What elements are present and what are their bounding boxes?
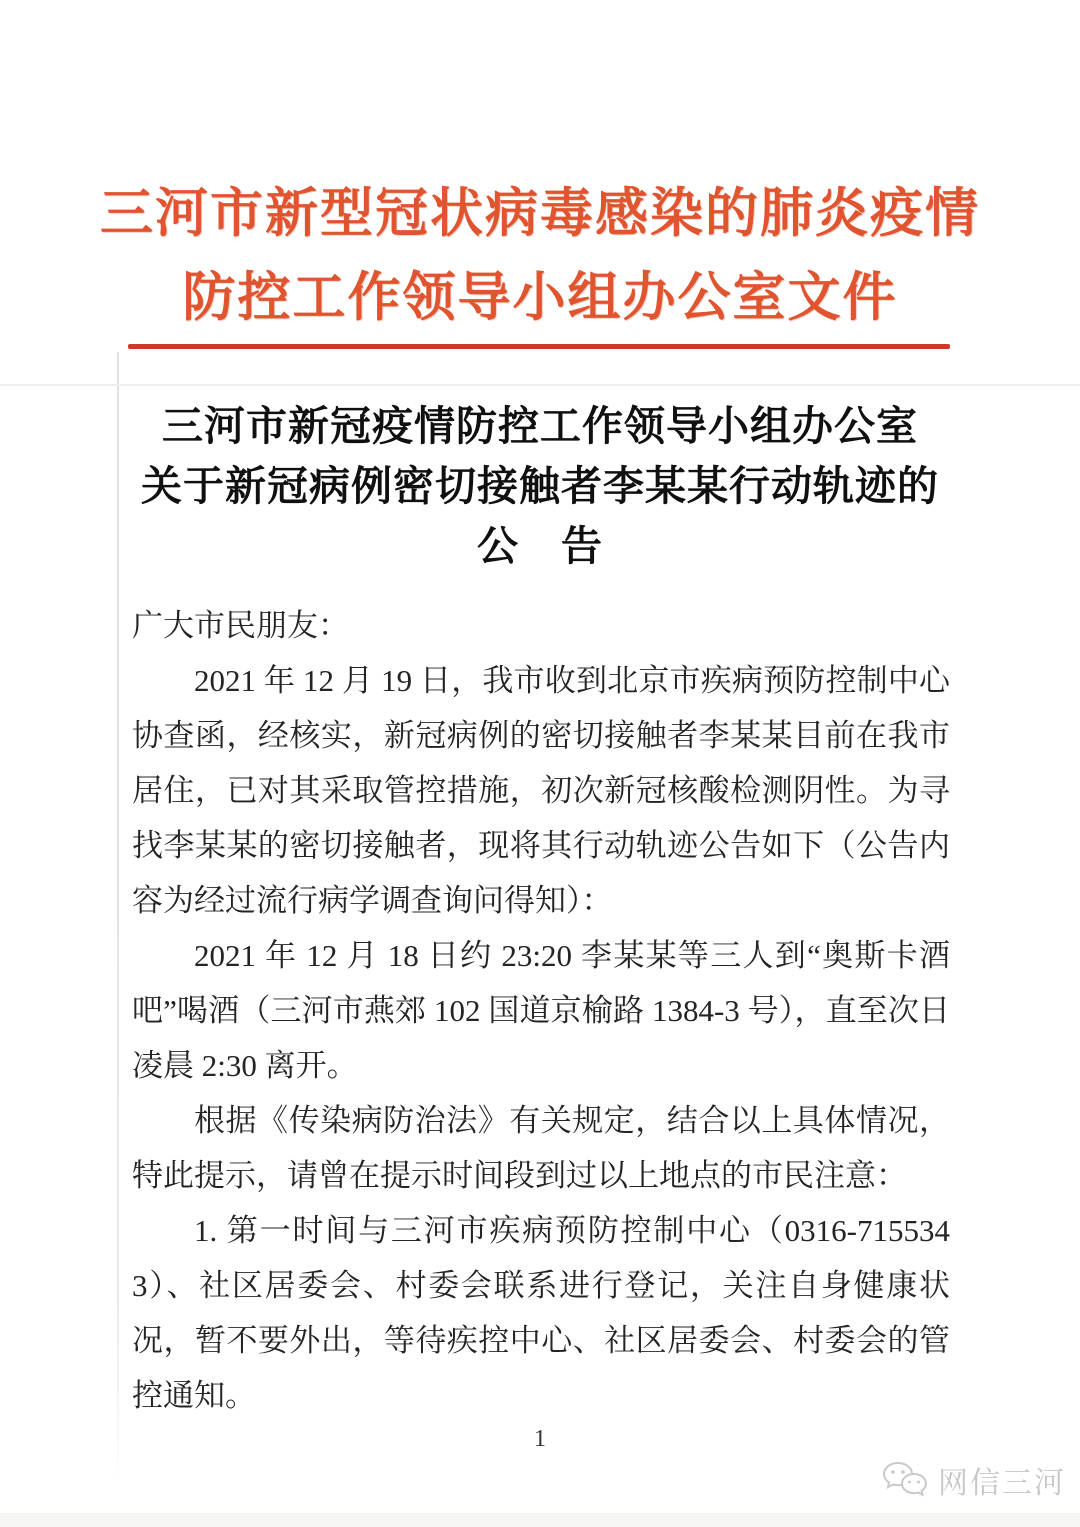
wechat-chat-bubbles-icon bbox=[882, 1460, 928, 1500]
document-title-line1: 三河市新冠疫情防控工作领导小组办公室 bbox=[162, 403, 918, 449]
paragraph: 根据《传染病防治法》有关规定，结合以上具体情况，特此提示，请曾在提示时间段到过以上地点的市民注意： bbox=[132, 1103, 950, 1193]
letterhead-rule bbox=[128, 344, 950, 349]
body-text bbox=[132, 598, 950, 1423]
letterhead-line2: 防控工作领导小组办公室文件 bbox=[182, 268, 898, 327]
paragraph: 2021 年 12 月 18 日约 23:20 李某某等三人到“奥斯卡酒吧”喝酒（三河市燕郊 102 国道京榆路 1384-3 号），直至次日凌晨 2:30 离开。 bbox=[132, 938, 950, 1083]
scan-bottom-edge bbox=[0, 1513, 1080, 1527]
document-title-line3: 公 告 bbox=[477, 523, 603, 569]
document-title-line2: 关于新冠病例密切接触者李某某行动轨迹的 bbox=[141, 463, 939, 509]
paragraph: 2021 年 12 月 19 日，我市收到北京市疾病预防控制中心协查函，经核实，新冠病例的密切接触者李某某目前在我市居住，已对其采取管控措施，初次新冠核酸检测阴性。为寻找李某某的密切接触者，现将其行动轨迹公告如下（公告内容为经过流行病学调查询问得知）： bbox=[132, 663, 950, 918]
letterhead-line1: 三河市新型冠状病毒感染的肺炎疫情 bbox=[100, 184, 980, 243]
paragraph: 1. 第一时间与三河市疾病预防控制中心（0316-7155343）、社区居委会、村委会联系进行登记，关注自身健康状况，暂不要外出，等待疾控中心、社区居委会、村委会的管控通知。 bbox=[132, 1213, 950, 1413]
salutation: 广大市民朋友： bbox=[132, 608, 349, 643]
document-title bbox=[0, 396, 1080, 576]
watermark-label: 网信三河 bbox=[938, 1467, 1066, 1500]
scan-fold-line bbox=[0, 384, 1080, 386]
page-number: 1 bbox=[534, 1426, 546, 1452]
letterhead bbox=[0, 172, 1080, 340]
watermark-badge bbox=[882, 1458, 1066, 1502]
